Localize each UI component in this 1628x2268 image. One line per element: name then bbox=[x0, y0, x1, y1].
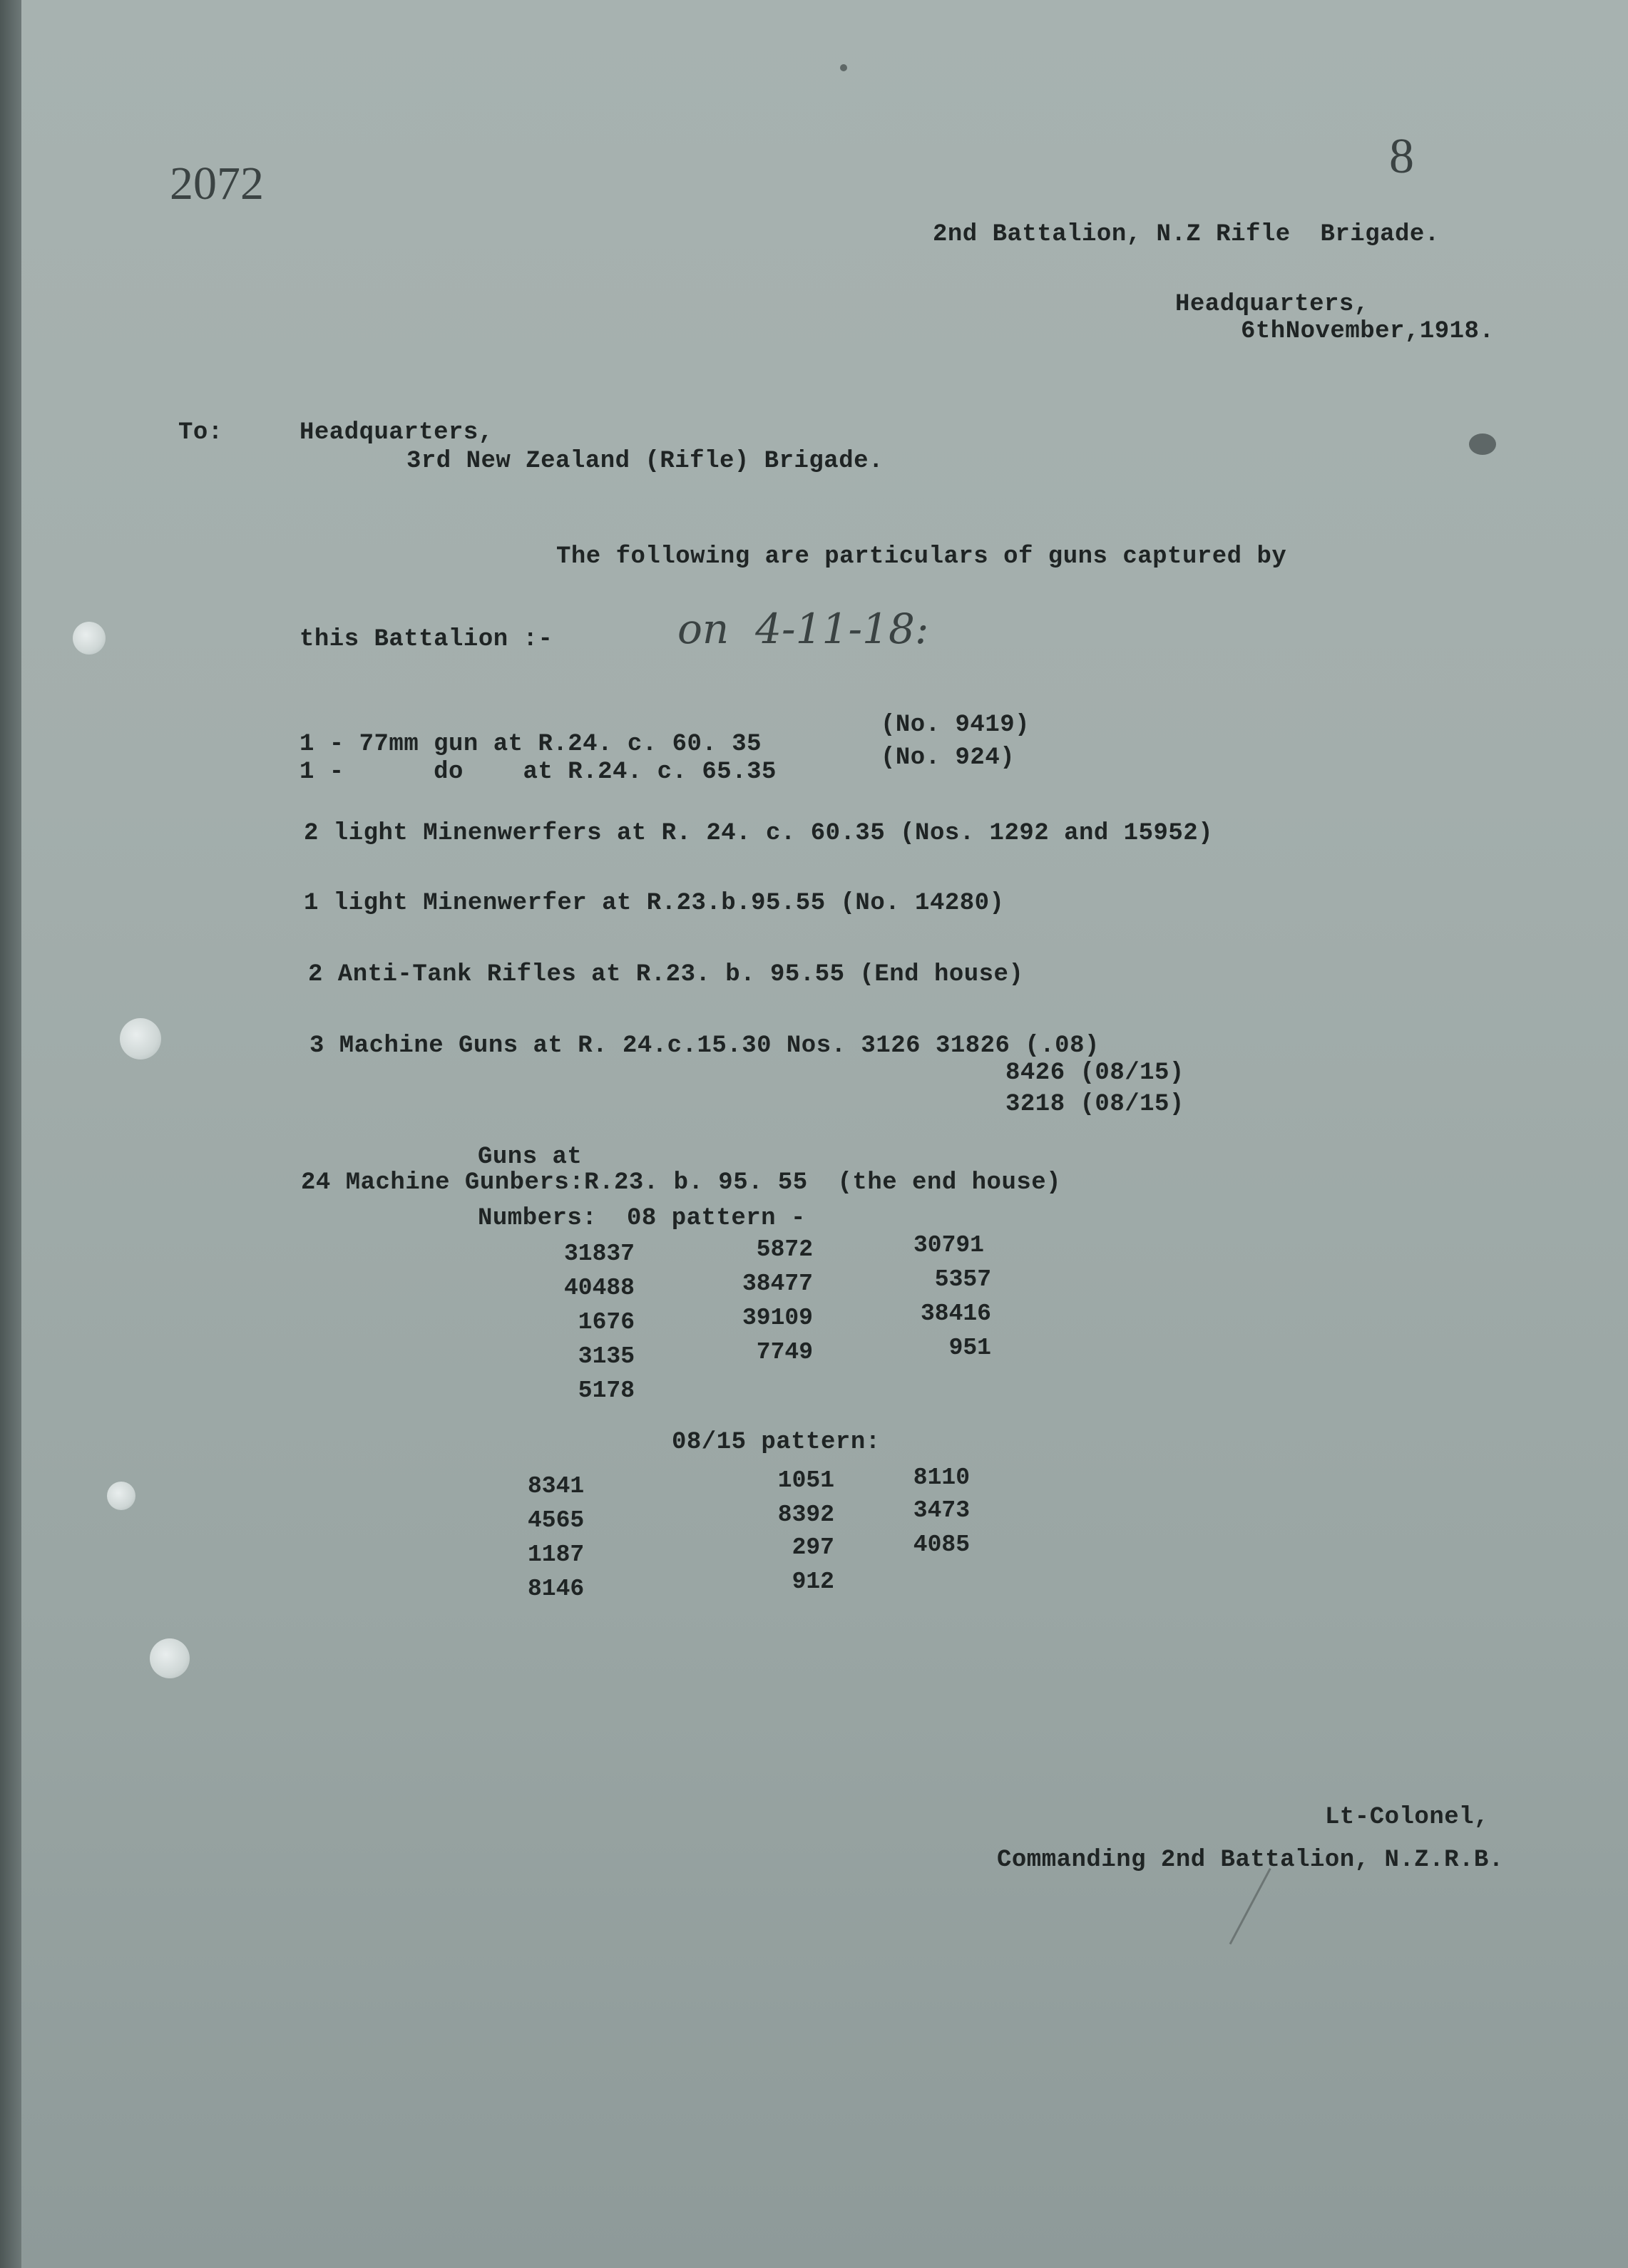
gun-number: 951 bbox=[948, 1335, 991, 1361]
punch-hole bbox=[107, 1482, 135, 1510]
punch-hole bbox=[150, 1638, 190, 1678]
item-line: 1 - 77mm gun at R.24. c. 60. 35 bbox=[300, 731, 762, 758]
gun-number: 7749 bbox=[756, 1339, 813, 1365]
pencil-stroke bbox=[1229, 1868, 1271, 1944]
gun-number: 39109 bbox=[742, 1305, 813, 1331]
handwritten-date: on 4-11-18: bbox=[677, 605, 929, 653]
pattern-0815-label: 08/15 pattern: bbox=[672, 1429, 881, 1456]
gun-number: 4565 bbox=[528, 1507, 585, 1534]
gun-number: 5872 bbox=[756, 1236, 813, 1263]
gun-number: 3473 bbox=[913, 1497, 970, 1524]
intro-line-2: this Battalion :- bbox=[300, 626, 553, 653]
page-edge-shadow bbox=[0, 0, 21, 2268]
gun-number: 40488 bbox=[563, 1275, 635, 1301]
item-detail: (No. 924) bbox=[881, 744, 1015, 771]
ink-smudge bbox=[840, 64, 847, 71]
gun-number: 8110 bbox=[913, 1464, 970, 1491]
item-line: 2 Anti-Tank Rifles at R.23. b. 95.55 (End house) bbox=[308, 961, 1024, 988]
gun-number: 8341 bbox=[528, 1473, 585, 1499]
gun-number: 1187 bbox=[528, 1541, 585, 1568]
gun-number: 8392 bbox=[777, 1502, 834, 1528]
gun-number: 912 bbox=[792, 1569, 834, 1595]
guns-at-label: Guns at bbox=[478, 1144, 583, 1171]
item-line: 3 Machine Guns at R. 24.c.15.30 Nos. 3126 31826 (.08) bbox=[309, 1032, 1100, 1059]
to-label: To: bbox=[178, 419, 223, 446]
item-line: 1 - do at R.24. c. 65.35 bbox=[300, 759, 777, 786]
machine-gun-extra-number: 8426 (08/15) bbox=[1005, 1059, 1184, 1087]
machine-guns-line: 24 Machine Gunbers:R.23. b. 95. 55 (the end house) bbox=[301, 1169, 1062, 1196]
gun-number: 4085 bbox=[913, 1531, 970, 1558]
gun-number: 8146 bbox=[528, 1576, 585, 1602]
gun-number: 31837 bbox=[563, 1241, 635, 1267]
punch-hole bbox=[120, 1018, 161, 1059]
punch-hole bbox=[73, 622, 106, 655]
gun-number: 1051 bbox=[777, 1467, 834, 1494]
sender-unit: 2nd Battalion, N.Z Rifle Brigade. bbox=[933, 221, 1440, 248]
gun-number: 3135 bbox=[578, 1343, 635, 1370]
ink-smudge bbox=[1469, 433, 1496, 455]
letter-location: Headquarters, bbox=[1175, 291, 1369, 318]
recipient-line-1: Headquarters, bbox=[300, 419, 493, 446]
gun-number: 1676 bbox=[578, 1309, 635, 1335]
item-detail: (No. 9419) bbox=[881, 712, 1030, 739]
item-line: 1 light Minenwerfer at R.23.b.95.55 (No. 14280) bbox=[304, 890, 1005, 917]
signature-title: Lt-Colonel, bbox=[1325, 1804, 1489, 1831]
machine-gun-extra-number: 3218 (08/15) bbox=[1005, 1091, 1184, 1118]
typed-memo-page bbox=[21, 0, 1628, 2268]
page-number: 8 bbox=[1389, 129, 1414, 184]
gun-number: 297 bbox=[792, 1534, 834, 1561]
gun-number: 5178 bbox=[578, 1377, 635, 1404]
numbers-08-pattern-label: Numbers: 08 pattern - bbox=[478, 1205, 806, 1232]
gun-number: 38477 bbox=[742, 1271, 813, 1297]
gun-number: 30791 bbox=[913, 1232, 984, 1258]
item-line: 2 light Minenwerfers at R. 24. c. 60.35 (Nos. 1292 and 15952) bbox=[304, 820, 1214, 847]
letter-date: 6thNovember,1918. bbox=[1241, 318, 1495, 345]
gun-number: 38416 bbox=[920, 1300, 991, 1327]
recipient-line-2: 3rd New Zealand (Rifle) Brigade. bbox=[406, 448, 884, 475]
intro-line-1: The following are particulars of guns captured by bbox=[556, 543, 1287, 570]
reference-number: 2072 bbox=[170, 158, 264, 210]
signature-unit: Commanding 2nd Battalion, N.Z.R.B. bbox=[997, 1847, 1504, 1874]
gun-number: 5357 bbox=[934, 1266, 991, 1293]
